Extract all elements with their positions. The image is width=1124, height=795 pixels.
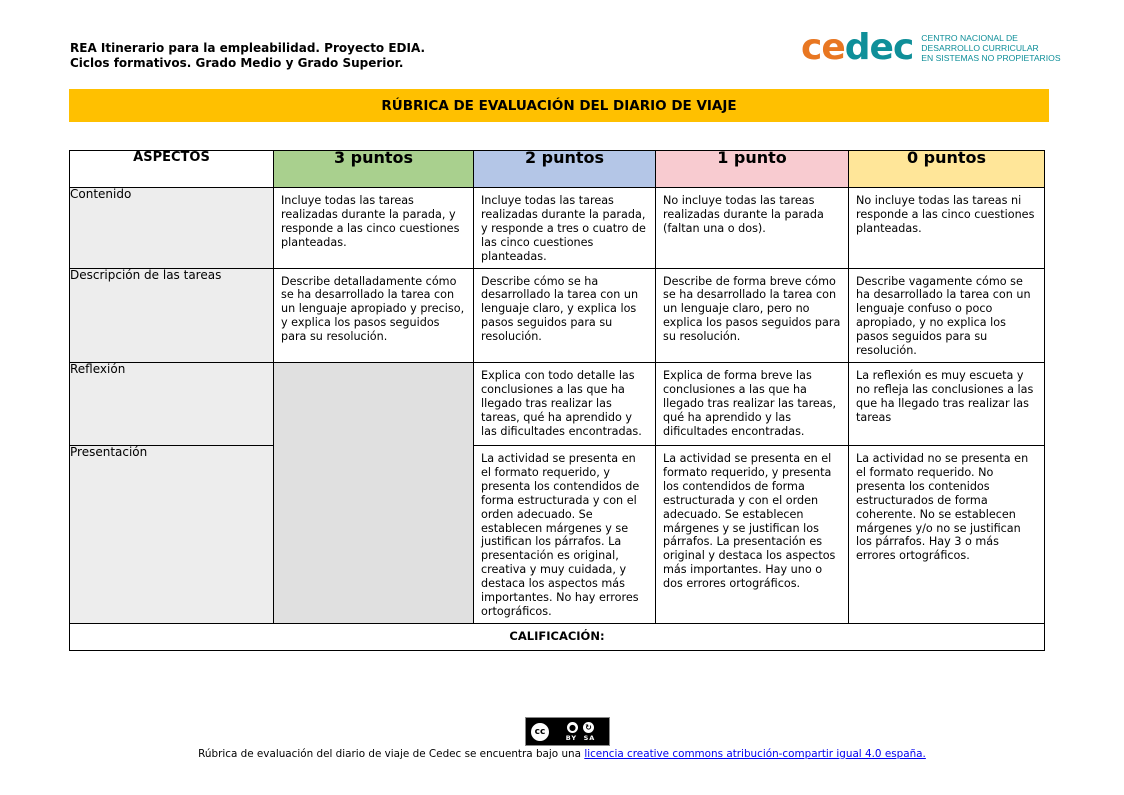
criteria-cell: No incluye todas las tareas ni responde a las cinco cuestiones planteadas.	[849, 188, 1045, 269]
criteria-cell: Incluye todas las tareas realizadas durante la parada, y responde a tres o cuatro de las cinco cuestiones planteadas.	[474, 188, 656, 269]
cc-license-badge[interactable]	[525, 717, 610, 746]
criteria-cell: Describe detalladamente cómo se ha desarrollado la tarea con un lenguaje apropiado y preciso, y explica los pasos seguidos para su resolución.	[274, 268, 474, 362]
aspect-cell: Presentación	[70, 445, 274, 623]
criteria-cell: Explica de forma breve las conclusiones a las que ha llegado tras realizar las tareas, qué ha aprendido y las dificultades encontradas.	[656, 362, 849, 445]
grade-row	[70, 623, 1045, 650]
footer-text: Rúbrica de evaluación del diario de viaje de Cedec se encuentra bajo una	[198, 748, 585, 760]
criteria-cell: No incluye todas las tareas realizadas durante la parada (faltan una o dos).	[656, 188, 849, 269]
criteria-cell: Describe cómo se ha desarrollado la tarea con un lenguaje claro, y explica los pasos seguidos para su resolución.	[474, 268, 656, 362]
table-row	[70, 362, 1045, 445]
license-terms: ● ↻ BY SA	[565, 723, 596, 742]
attribution-icon: ●	[566, 721, 579, 734]
header-1-point: 1 punto	[656, 151, 849, 188]
criteria-cell: La actividad no se presenta en el formato requerido. No presenta los contenidos estructurados de forma coherente. No se establecen márgenes y/o no se justifican los párrafos. Hay 3 o más errores ortográficos.	[849, 445, 1045, 623]
header-3-points: 3 puntos	[274, 151, 474, 188]
criteria-cell: Explica con todo detalle las conclusiones a las que ha llegado tras realizar las tareas, qué ha aprendido y las dificultades encontradas.	[474, 362, 656, 445]
header-aspects: ASPECTOS	[70, 151, 274, 188]
aspect-cell: Contenido	[70, 188, 274, 269]
document-header	[70, 41, 425, 71]
criteria-cell: La actividad se presenta en el formato requerido, y presenta los contendidos de forma estructurada y con el orden adecuado. Se establecen márgenes y se justifican los párrafos. La presentación es original, creativa y muy cuidada, y destaca los aspectos más importantes. No hay errores ortográficos.	[474, 445, 656, 623]
criteria-cell: Incluye todas las tareas realizadas durante la parada, y responde a las cinco cuestiones planteadas.	[274, 188, 474, 269]
header-0-points: 0 puntos	[849, 151, 1045, 188]
logo-subtitle: CENTRO NACIONAL DE DESARROLLO CURRICULAR EN SISTEMAS NO PROPIETARIOS	[921, 33, 1061, 63]
license-link[interactable]: licencia creative commons atribución-compartir igual 4.0 españa.	[584, 748, 926, 760]
table-row	[70, 268, 1045, 362]
aspect-cell: Descripción de las tareas	[70, 268, 274, 362]
rubric-table	[69, 150, 1045, 651]
table-row	[70, 445, 1045, 623]
table-header-row	[70, 151, 1045, 188]
table-row	[70, 188, 1045, 269]
aspect-cell: Reflexión	[70, 362, 274, 445]
criteria-cell: Describe de forma breve cómo se ha desarrollado la tarea con un lenguaje claro, pero no explica los pasos seguidos para su resolución.	[656, 268, 849, 362]
header-line-2: Ciclos formativos. Grado Medio y Grado Superior.	[70, 56, 404, 70]
footer-license-text	[0, 748, 1124, 760]
empty-grey-cell	[274, 362, 474, 623]
criteria-cell: La reflexión es muy escueta y no refleja las conclusiones a las que ha llegado tras realizar las tareas	[849, 362, 1045, 445]
cc-icon: cc	[529, 721, 551, 743]
criteria-cell: La actividad se presenta en el formato requerido, y presenta los contendidos de forma estructurada y con el orden adecuado. Se establecen márgenes y se justifican los párrafos. La presentación es original y destaca los aspectos más importantes. Hay uno o dos errores ortográficos.	[656, 445, 849, 623]
header-line-1: REA Itinerario para la empleabilidad. Proyecto EDIA.	[70, 41, 426, 55]
header-2-points: 2 puntos	[474, 151, 656, 188]
criteria-cell: Describe vagamente cómo se ha desarrollado la tarea con un lenguaje confuso o poco apropiado, y no explica los pasos seguidos para su resolución.	[849, 268, 1045, 362]
logo-wordmark: cedec	[801, 27, 914, 68]
grade-label: CALIFICACIÓN:	[70, 623, 1045, 650]
share-alike-icon: ↻	[582, 721, 595, 734]
cedec-logo	[801, 27, 1061, 68]
page-title: RÚBRICA DE EVALUACIÓN DEL DIARIO DE VIAJE	[69, 89, 1049, 122]
